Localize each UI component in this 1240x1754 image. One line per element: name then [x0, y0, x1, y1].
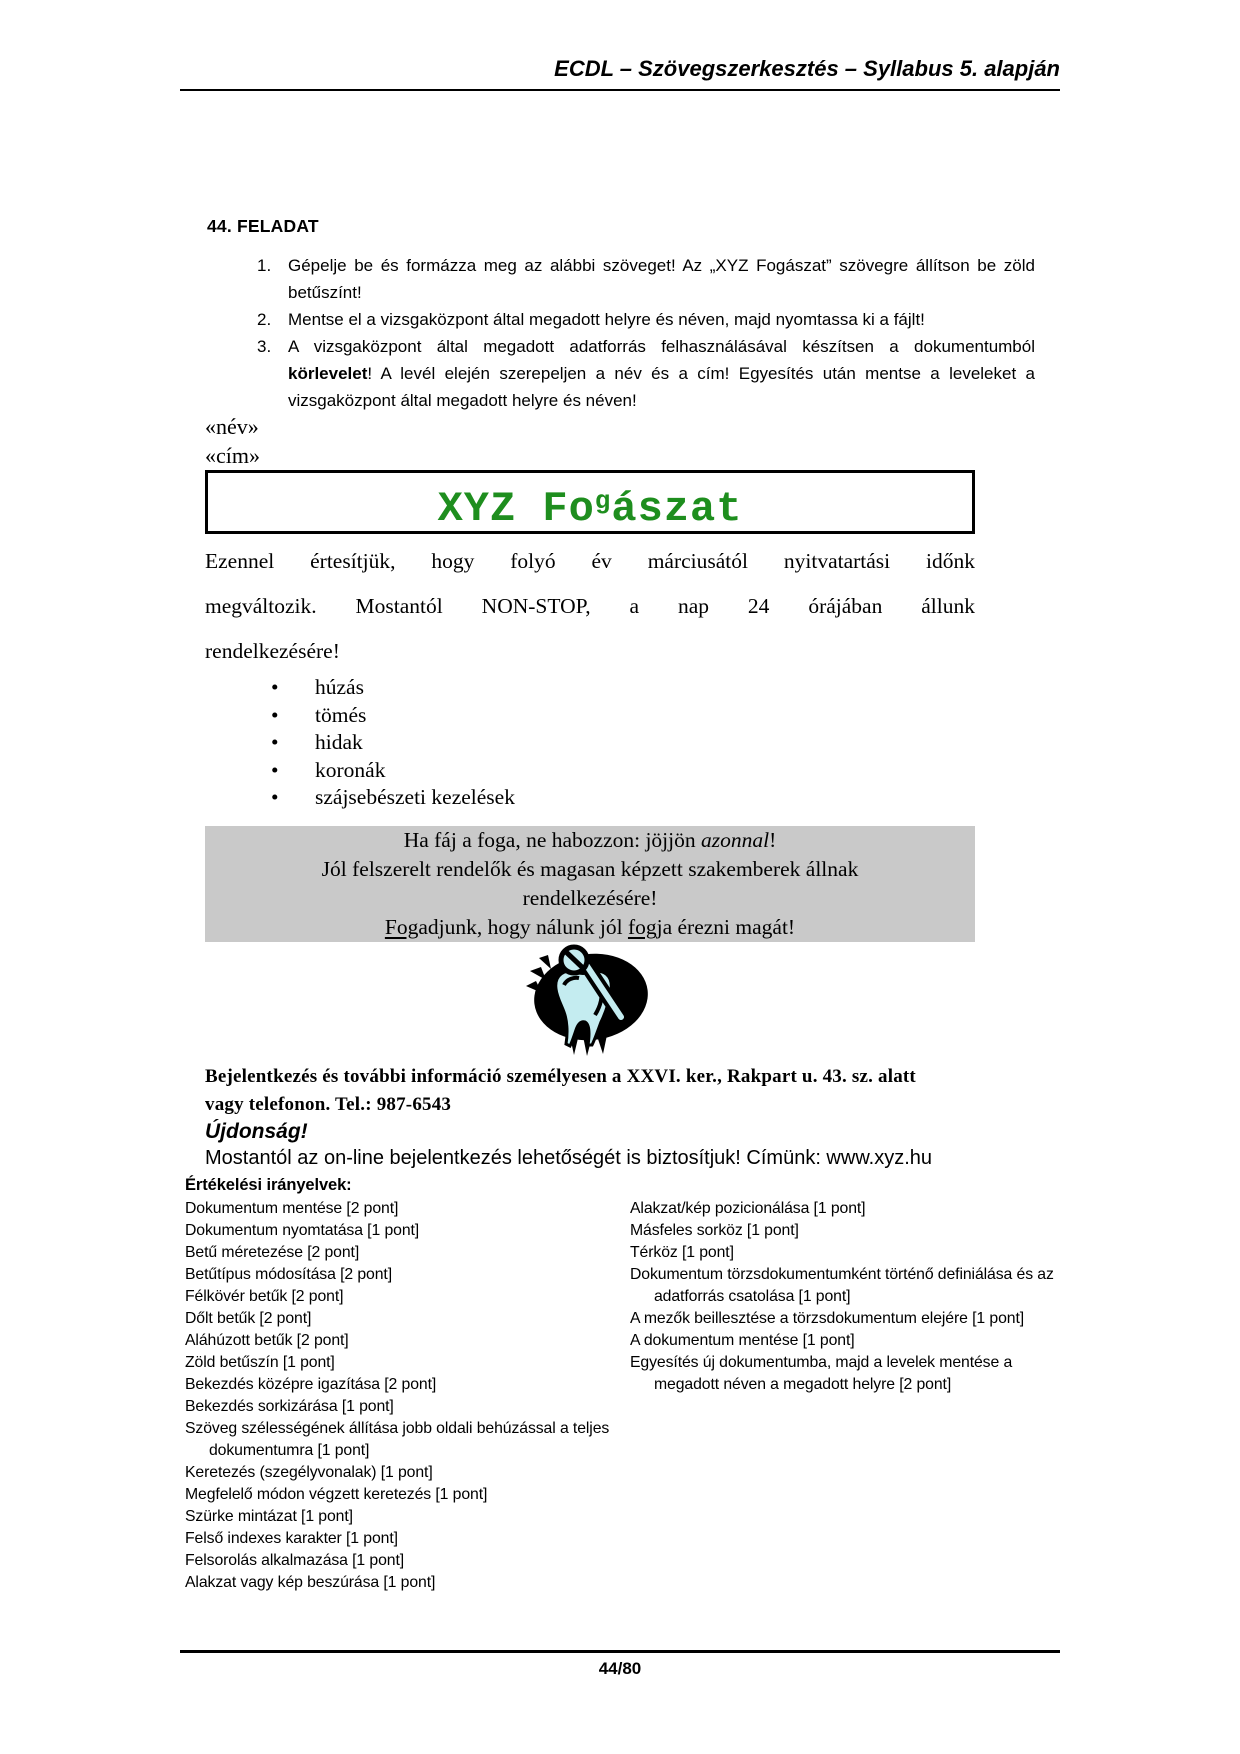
eval-item: Bekezdés sorkizárása [1 pont]: [185, 1398, 394, 1415]
promo-underline-2: fog: [627, 914, 657, 939]
eval-item: Szöveg szélességének állítása jobb oldali behúzással a teljes dokumentumra [1 pont]: [185, 1420, 610, 1459]
task-heading: 44. FELADAT: [207, 216, 319, 236]
eval-item: Aláhúzott betűk [2 pont]: [185, 1332, 349, 1349]
bullet-dot-icon: [271, 702, 315, 730]
eval-item: Dőlt betűk [2 pont]: [185, 1310, 312, 1327]
task-item-3-line-1: A vizsgaközpont által megadott adatforrás felhasználásával készítsen a dokumentumból: [288, 337, 1035, 356]
task-item-number: 2.: [257, 310, 272, 329]
paragraph-line-2: megváltozik. Mostantól NON-STOP, a nap 24 órájában állunk: [205, 594, 975, 618]
bullet-dot-icon: [271, 757, 315, 785]
paragraph-line-1: Ezennel értesítjük, hogy folyó év márciusától nyitvatartási időnk: [205, 549, 975, 573]
task-item-text: [288, 306, 1035, 333]
letter-title: [438, 485, 743, 533]
task-item-2: [207, 306, 1035, 333]
merge-field-address: «cím»: [205, 443, 260, 468]
task-item-3-line-3: vizsgaközpont által megadott helyre és néven!: [288, 391, 637, 410]
promo-line-3-end: ja érezni magát!: [656, 914, 796, 939]
eval-item: A mezők beillesztése a törzsdokumentum elejére [1 pont]: [630, 1310, 1025, 1327]
promo-gray-box: [205, 826, 975, 942]
task-item-text: [288, 333, 1035, 414]
promo-line-1-italic: azonnal: [701, 827, 770, 852]
letter-paragraph: [205, 539, 975, 674]
promo-underline-1: Fog: [384, 914, 419, 939]
eval-item: Térköz [1 pont]: [630, 1244, 734, 1261]
eval-item: Betűtípus módosítása [2 pont]: [185, 1266, 392, 1283]
task-item-1-line-1: Gépelje be és formázza meg az alábbi szöveget! Az „XYZ Fogászat” szövegre állítson be zöld: [288, 256, 1035, 275]
task-item-3-line-2: [288, 360, 1035, 387]
promo-line-3: [205, 913, 975, 942]
bullet-item: [205, 674, 975, 702]
evaluation-heading: Értékelési irányelvek:: [185, 1176, 352, 1194]
promo-line-1: [205, 826, 975, 855]
letter-title-box: [205, 470, 975, 534]
bullet-label: húzás: [315, 675, 364, 699]
evaluation-right-column: [630, 1198, 1065, 1594]
bullet-dot-icon: [271, 784, 315, 812]
bullet-item: [205, 702, 975, 730]
title-superscript-g: g: [594, 486, 612, 516]
task-list: [207, 252, 1035, 414]
promo-line-3-mid: adjunk, hogy nálunk jól: [418, 914, 628, 939]
eval-item: Dokumentum mentése [2 pont]: [185, 1200, 399, 1217]
task-item-3: [207, 333, 1035, 414]
contact-info: [205, 1063, 975, 1119]
eval-item: Dokumentum törzsdokumentumként történő definiálása és az adatforrás csatolása [1 pont]: [630, 1266, 1054, 1305]
page-header: [180, 56, 1060, 91]
eval-item: Dokumentum nyomtatása [1 pont]: [185, 1222, 420, 1239]
header-title: ECDL – Szövegszerkesztés – Syllabus 5. alapján: [554, 56, 1060, 81]
eval-item: Felső indexes karakter [1 pont]: [185, 1530, 398, 1547]
eval-item: Felsorolás alkalmazása [1 pont]: [185, 1552, 405, 1569]
news-text: Mostantól az on-line bejelentkezés lehetőségét is biztosítjuk! Címünk: www.xyz.hu: [205, 1146, 933, 1169]
eval-item: Alakzat vagy kép beszúrása [1 pont]: [185, 1574, 436, 1591]
evaluation-columns: [185, 1198, 1065, 1594]
promo-line-1-end: !: [769, 827, 777, 852]
evaluation-left-column: [185, 1198, 630, 1594]
bullet-dot-icon: [271, 729, 315, 757]
eval-item: Keretezés (szegélyvonalak) [1 pont]: [185, 1464, 433, 1481]
task-item-1: [207, 252, 1035, 306]
news-heading: Újdonság!: [205, 1119, 308, 1143]
promo-line-2: Jól felszerelt rendelők és magasan képzett szakemberek állnak: [321, 856, 859, 881]
paragraph-line-3: rendelkezésére!: [205, 639, 340, 663]
contact-line-2: vagy telefonon. Tel.: 987-6543: [205, 1093, 452, 1115]
eval-item: Alakzat/kép pozicionálása [1 pont]: [630, 1200, 866, 1217]
letter-body: [205, 412, 975, 1172]
eval-item: Megfelelő módon végzett keretezés [1 pont]: [185, 1486, 488, 1503]
eval-item: Zöld betűszín [1 pont]: [185, 1354, 335, 1371]
eval-item: Bekezdés középre igazítása [2 pont]: [185, 1376, 437, 1393]
eval-item: A dokumentum mentése [1 pont]: [630, 1332, 855, 1349]
bullet-item: [205, 757, 975, 785]
task-item-number: 1.: [257, 256, 272, 275]
eval-item: Másfeles sorköz [1 pont]: [630, 1222, 799, 1239]
promo-line-1-text: Ha fáj a foga, ne habozzon: jöjjön: [403, 827, 702, 852]
eval-item: Félkövér betűk [2 pont]: [185, 1288, 344, 1305]
eval-item: Egyesítés új dokumentumba, majd a levelek mentése a megadott néven a megadott helyre [2 pont]: [630, 1354, 1013, 1393]
page-number: 44/80: [598, 1659, 642, 1678]
title-part-2: ászat: [611, 485, 743, 533]
bullet-label: hidak: [315, 730, 363, 754]
bullet-label: szájsebészeti kezelések: [315, 785, 515, 809]
bullet-label: tömés: [315, 702, 367, 727]
eval-item: Szürke mintázat [1 pont]: [185, 1508, 353, 1525]
task-item-text: [288, 252, 1035, 306]
title-part-1: XYZ Fo: [437, 485, 595, 533]
merge-field-name: «név»: [205, 414, 259, 439]
promo-line-2b: rendelkezésére!: [522, 885, 658, 910]
task-section: [207, 216, 1035, 414]
contact-line-1: Bejelentkezés és további információ személyesen a XXVI. ker., Rakpart u. 43. sz. alatt: [205, 1065, 916, 1087]
bullet-label: koronák: [315, 757, 386, 782]
bullet-dot-icon: [271, 674, 315, 702]
task-item-number: 3.: [257, 337, 272, 356]
task-item-3-line-2-rest: ! A levél elején szerepeljen a név és a cím! Egyesítés után mentse a leveleket a: [367, 364, 1035, 383]
bullet-item: [205, 729, 975, 757]
bold-word: körlevelet: [288, 364, 368, 383]
task-item-1-line-2: betűszínt!: [288, 283, 362, 302]
evaluation-section: [185, 1174, 1065, 1594]
task-item-2-line-1: Mentse el a vizsgaközpont által megadott helyre és néven, majd nyomtassa ki a fájlt!: [288, 310, 925, 329]
footer-rule: [180, 1650, 1060, 1653]
bullet-item: [205, 784, 975, 812]
services-bullet-list: [205, 674, 975, 812]
tooth-clipart-image: [521, 944, 659, 1056]
eval-item: Betű méretezése [2 pont]: [185, 1244, 360, 1261]
clipart-container: [205, 944, 975, 1061]
